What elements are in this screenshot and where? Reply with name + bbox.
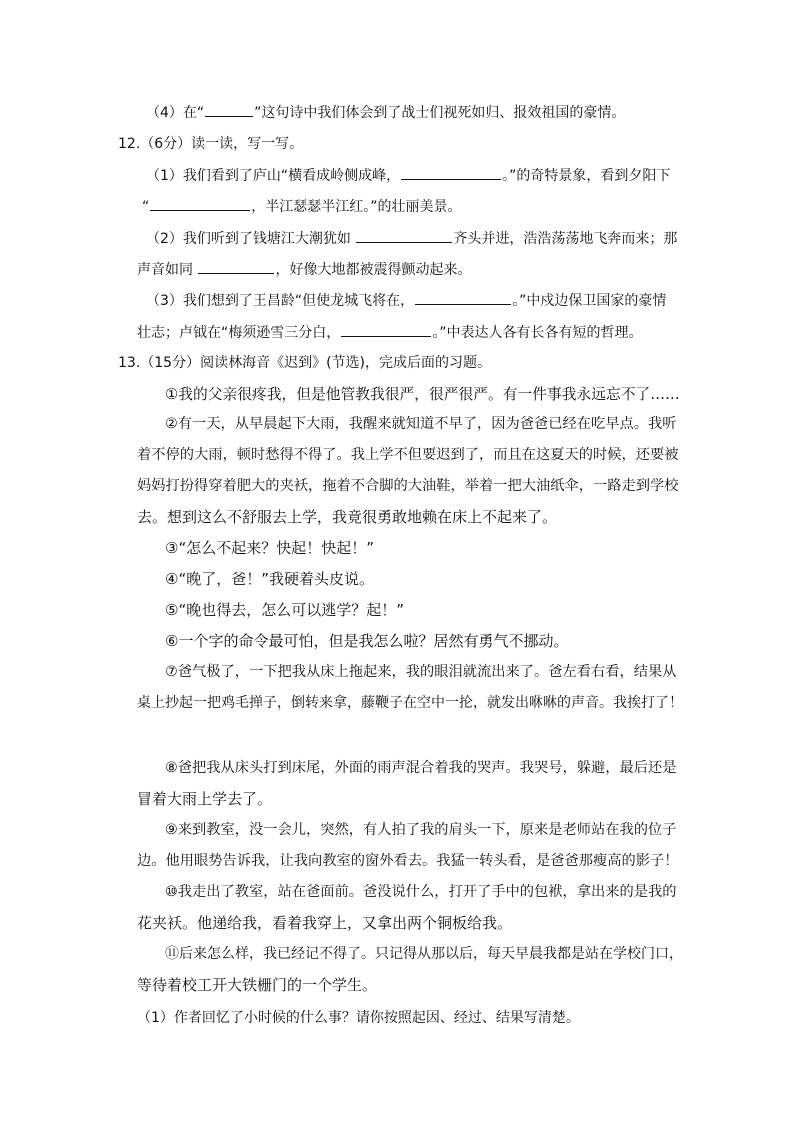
q12-item-3-line1: （3）我们想到了王昌龄“但使龙城飞将在， 。”中戍边保卫国家的豪情 [146,290,666,311]
q12-item-1-line1: （1）我们看到了庐山“横看成岭侧成峰， 。”的奇特景象，看到夕阳下 [146,165,670,186]
passage-paragraph-9-line2: 边。他用眼势告诉我，让我向教室的窗外看去。我猛一转头看，是爸爸那瘦高的影子！ [137,853,679,869]
passage-paragraph-1: ①我的父亲很疼我，但是他管教我很严，很严很严。有一件事我永远忘不了…… [165,386,680,403]
q12-item-3-line2: 壮志；卢钺在“梅须逊雪三分白， 。”中表达人各有长各有短的哲理。 [137,322,643,343]
passage-paragraph-10-line2: 花夹袄。他递给我，看着我穿上，又拿出两个铜板给我。 [137,914,513,932]
passage-paragraph-8-line1: ⑧爸把我从床头打到床尾，外面的雨声混合着我的哭声。我哭号，躲避，最后还是 [165,760,677,776]
passage-paragraph-7-line2: 桌上抄起一把鸡毛掸子，倒转来拿，藤鞭子在空中一抡，就发出咻咻的声音。我挨打了！ [137,695,683,711]
answer-blank[interactable] [341,322,431,337]
answer-blank[interactable] [150,196,250,211]
passage-paragraph-6: ⑥一个字的命令最可怕，但是我怎么啦？居然有勇气不挪动。 [165,632,569,650]
passage-paragraph-4: ④“晚了，爸！”我硬着头皮说。 [165,570,374,588]
passage-paragraph-2-line2: 着不停的大雨，顿时愁得不得了。我上学不但要迟到了，而且在这夏天的时候，还要被 [137,447,679,463]
answer-blank[interactable] [205,102,253,117]
passage-paragraph-5: ⑤“晚也得去，怎么可以逃学？起！” [165,601,404,619]
q12-item-2-line2: 声音如同 ，好像大地都被震得颤动起来。 [137,259,471,280]
q11-item-4: （4）在“ ”这句诗中我们体会到了战士们视死如归、报效祖国的豪情。 [146,102,625,123]
passage-paragraph-2-line4: 去。想到这么不舒服去上学，我竟很勇敢地赖在床上不起来了。 [137,508,558,526]
passage-paragraph-2-line1: ②有一天，从早晨起下大雨，我醒来就知道不早了，因为爸爸已经在吃早点。我听 [165,416,677,432]
answer-blank[interactable] [356,228,452,243]
passage-paragraph-10-line1: ⑩我走出了教室，站在爸面前。爸没说什么，打开了手中的包袱，拿出来的是我的 [165,884,677,900]
q12-item-2-line1: （2）我们听到了钱塘江大潮犹如 齐头并进，浩浩荡荡地飞奔而来；那 [146,228,677,249]
q13-sub-question-1: （1）作者回忆了小时候的什么事？请你按照起因、经过、结果写清楚。 [137,1010,580,1026]
q12-item-1-line2: “ ，半江瑟瑟半江红。”的壮丽美景。 [142,196,462,217]
passage-paragraph-2-line3: 妈妈打扮得穿着肥大的夹袄，拖着不合脚的大油鞋，举着一把大油纸伞，一路走到学校 [137,478,679,494]
passage-paragraph-9-line1: ⑨来到教室，没一会儿，突然，有人拍了我的肩头一下，原来是老师站在我的位子 [165,822,677,838]
passage-paragraph-7-line1: ⑦爸气极了，一下把我从床上拖起来，我的眼泪就流出来了。爸左看右看，结果从 [165,664,677,680]
answer-blank[interactable] [415,290,511,305]
answer-blank[interactable] [401,165,501,180]
q13-header: 13.（15分）阅读林海音《迟到》(节选)，完成后面的习题。 [118,355,492,371]
answer-blank[interactable] [198,259,274,274]
passage-paragraph-11-line2: 等待着校工开大铁栅门的一个学生。 [137,976,378,994]
passage-paragraph-8-line2: 冒着大雨上学去了。 [137,790,273,808]
passage-paragraph-3: ③“怎么不起来？快起！快起！” [165,539,374,557]
passage-paragraph-11-line1: ⑪后来怎么样，我已经记不得了。只记得从那以后，每天早晨我都是站在学校门口， [165,946,683,962]
q12-header: 12.（6分）读一读，写一写。 [118,136,304,152]
